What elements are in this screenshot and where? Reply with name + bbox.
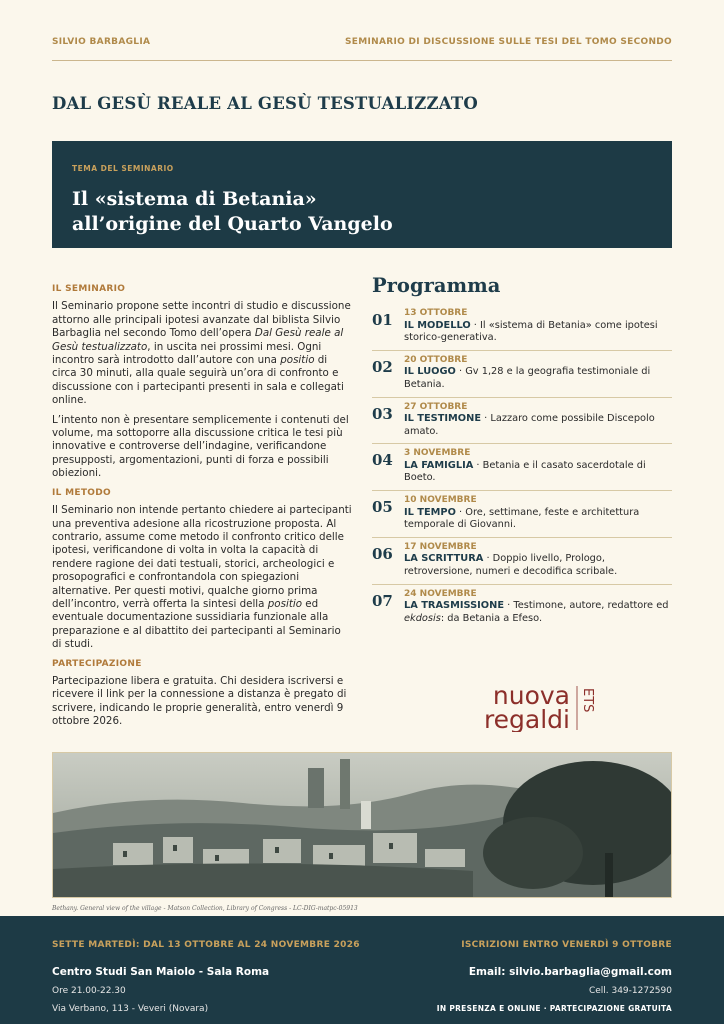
top-divider [52,60,672,61]
programma-body [404,494,672,537]
programma-item [372,491,672,538]
footer-address: Via Verbano, 113 - Veveri (Novara) [52,1004,209,1014]
programma-number: 01 [372,311,393,329]
logo-suffix: ETS [580,688,595,713]
footer-left [52,940,360,1014]
series-title: SEMINARIO DI DISCUSSIONE SULLE TESI DEL TOMO SECONDO [345,37,672,47]
programma-date: 20 OTTOBRE [404,354,468,365]
programma-body [404,307,672,350]
programma-number: 04 [372,451,393,470]
programma-date: 24 NOVEMBRE [404,588,477,599]
partecipazione-paragraph: Partecipazione libera e gratuita. Chi desidera iscriversi e ricevere il link per la connessione a distanza è pregato di scrivere, indicando le proprie generalità, entro venerdì 9 ottobre 2026. [52,674,347,728]
footer-dates: SETTE MARTEDÌ: DAL 13 OTTOBRE AL 24 NOVEMBRE 2026 [52,940,360,950]
logo-line2: regaldi [483,705,570,732]
footer-mode: IN PRESENZA E ONLINE · PARTECIPAZIONE GRATUITA [436,1004,672,1013]
seminario-paragraph-2: L’intento non è presentare semplicemente i contenuti del volume, ma sottoporre alla discussione critica le tesi più innovative e controverse dell’indagine, verificandone presupposti, argomentazioni, punti di forza e possibili obiezioni. [52,413,349,480]
programma-item [372,398,672,445]
programma-number: 02 [372,357,393,376]
programma-body [404,588,672,632]
footer-email[interactable]: Email: silvio.barbaglia@gmail.com [468,966,672,978]
theme-box [52,141,672,248]
programma-description: IL MODELLO · Il «sistema di Betania» come ipotesi storico-generativa. [404,319,658,343]
programma-item [372,585,672,632]
programma-description: IL LUOGO · Gv 1,28 e la geografia testimoniale di Betania. [404,366,651,390]
page-title: DAL GESÙ REALE AL GESÙ TESTUALIZZATO [52,94,478,113]
theme-label: TEMA DEL SEMINARIO [72,164,174,173]
theme-title-line2: all’origine del Quarto Vangelo [72,213,393,235]
programma-item [372,351,672,398]
footer [0,916,724,1024]
metodo-heading: IL METODO [52,487,111,498]
programma-number: 03 [372,404,393,423]
footer-deadline: ISCRIZIONI ENTRO VENERDÌ 9 OTTOBRE [461,940,672,950]
photo-caption: Bethany. General view of the village - Matson Collection, Library of Congress - LC-DIG-matpc-05913 [52,905,358,912]
programma-description: IL TESTIMONE · Lazzaro come possibile Discepolo amato. [404,413,655,437]
seminario-paragraph-1: Il Seminario propone sette incontri di studio e discussione attorno alle principali ipotesi avanzate dal biblista Silvio Barbaglia nel secondo Tomo dell’opera Dal Gesù reale al Gesù testualizzato, in uscita nei prossimi mesi. Ogni incontro sarà introdotto dall’autore con una positio di circa 30 minuti, alla quale seguirà un’ora di confronto e discussione con i partecipanti presenti in sala e collegati online. [52,300,351,407]
metodo-paragraph: Il Seminario non intende pertanto chiedere ai partecipanti una preventiva adesione alla ricostruzione proposta. Al contrario, assume come metodo il confronto critico delle ipotesi, verificandone di volta in volta la capacità di rendere ragione dei dati testuali, storici, archeologici e prosopografici e confrontandola con spiegazioni alternative. Per questi motivi, qualche giorno prima dell’incontro, verrà offerta la sintesi della positio ed eventuale documentazione sussidiaria funzionale alla preparazione e al dibattito dei partecipanti al Seminario di studi. [52,504,352,651]
footer-hours: Ore 21.00-22.30 [52,986,126,996]
left-column [52,283,352,735]
author-name: SILVIO BARBAGLIA [52,37,151,47]
programma-description: IL TEMPO · Ore, settimane, feste e architettura temporale di Giovanni. [404,506,640,531]
theme-title-line1: Il «sistema di Betania» [72,188,317,210]
programma-body [404,541,672,584]
programma-date: 3 NOVEMBRE [404,448,471,459]
top-bar [52,37,672,47]
village-image [53,753,672,898]
programma-number: 07 [372,591,393,610]
footer-venue: Centro Studi San Maiolo - Sala Roma [52,966,270,978]
programma-date: 27 OTTOBRE [404,401,468,412]
programma-number: 05 [372,498,393,517]
programma-body [404,401,672,444]
programma-item [372,444,672,491]
partecipazione-heading: PARTECIPAZIONE [52,658,142,669]
programma-description: LA SCRITTURA · Doppio livello, Prologo, retroversione, numeri e decodifica scribale. [404,553,618,577]
logo-line1: nuova [492,684,570,710]
programma-item [372,304,672,351]
programma-description: LA FAMIGLIA · Betania e il casato sacerdotale di Boeto. [404,459,646,484]
theme-title [72,187,652,237]
programma-date: 17 NOVEMBRE [404,541,477,552]
programma-date: 13 OTTOBRE [404,308,468,318]
seminario-heading: IL SEMINARIO [52,284,126,294]
bethany-photo [52,752,672,898]
programma-date: 10 NOVEMBRE [404,495,477,506]
programma-section [372,274,672,632]
footer-right [437,940,672,1013]
programma-number: 06 [372,544,393,563]
footer-phone[interactable]: Cell. 349-1272590 [588,986,672,996]
programma-body [404,354,672,397]
programma-title: Programma [372,274,501,297]
programma-description: LA TRASMISSIONE · Testimone, autore, redattore ed ekdosis: da Betania a Efeso. [404,600,669,624]
programma-body [404,447,672,490]
programma-list [372,304,672,632]
programma-item [372,538,672,585]
nuova-regaldi-logo [450,684,600,732]
